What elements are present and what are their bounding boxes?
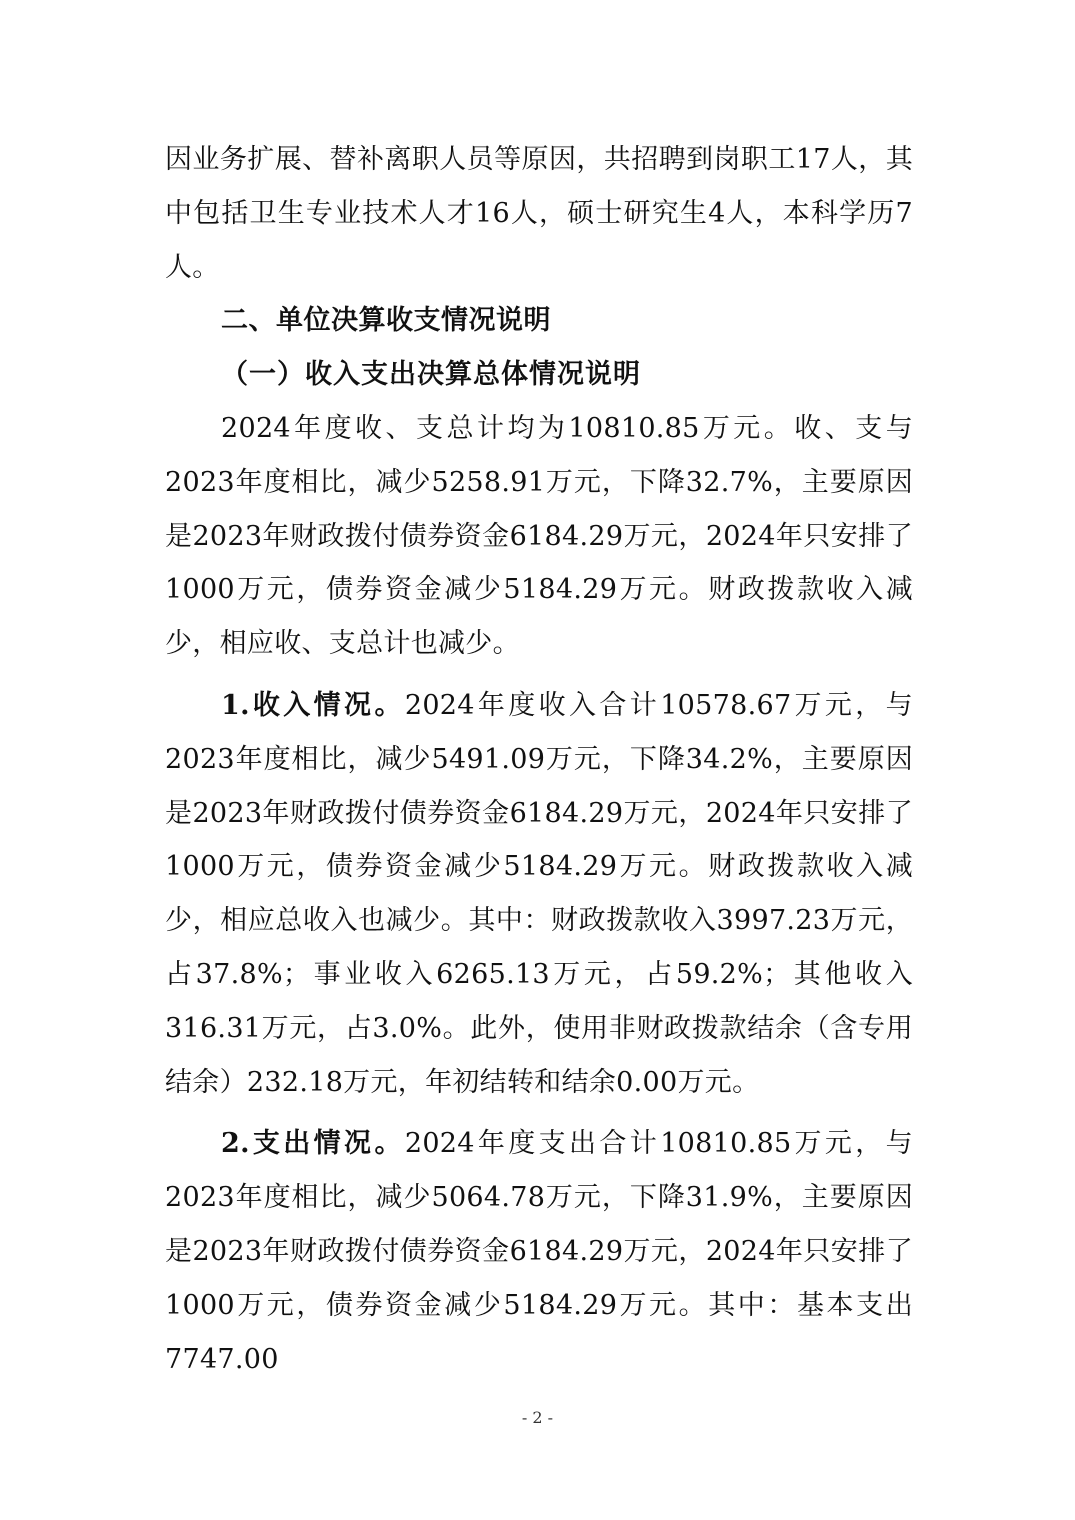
expense-text: 2024年度支出合计10810.85万元，与2023年度相比，减少5064.78万元，下降31.9%，主要原因是2023年财政拨付债券资金6184.29万元，2024年只安排了1000万元，债券资金减少5184.29万元。其中：基本支出7747.00 (165, 1128, 913, 1375)
page-number: - 2 - (521, 1408, 554, 1427)
paragraph-expense (165, 1117, 913, 1386)
document-body (165, 133, 913, 1386)
subsection-heading: （一）收入支出决算总体情况说明 (221, 359, 641, 391)
spacer (165, 1109, 913, 1117)
expense-lead: 2.支出情况。 (221, 1128, 405, 1160)
paragraph-overview: 2024年度收、支总计均为10810.85万元。收、支与2023年度相比，减少5258.91万元，下降32.7%，主要原因是2023年财政拨付债券资金6184.29万元，2024年只安排了1000万元，债券资金减少5184.29万元。财政拨款收入减少，相应收、支总计也减少。 (165, 412, 913, 660)
income-text: 2024年度收入合计10578.67万元，与2023年度相比，减少5491.09万元，下降34.2%，主要原因是2023年财政拨付债券资金6184.29万元，2024年只安排了1000万元，债券资金减少5184.29万元。财政拨款收入减少，相应总收入也减少。其中：财政拨款收入3997.23万元，占37.8%；事业收入6265.13万元，占59.2%；其他收入316.31万元，占3.0%。此外，使用非财政拨款结余（含专用结余）232.18万元，年初结转和结余0.00万元。 (165, 689, 913, 1098)
spacer (165, 671, 913, 679)
paragraph-intro: 因业务扩展、替补离职人员等原因，共招聘到岗职工17人，其中包括卫生专业技术人才16人，硕士研究生4人，本科学历7人。 (165, 144, 913, 283)
income-lead: 1.收入情况。 (221, 689, 405, 721)
paragraph-income (165, 679, 913, 1109)
section-heading: 二、单位决算收支情况说明 (221, 305, 551, 337)
